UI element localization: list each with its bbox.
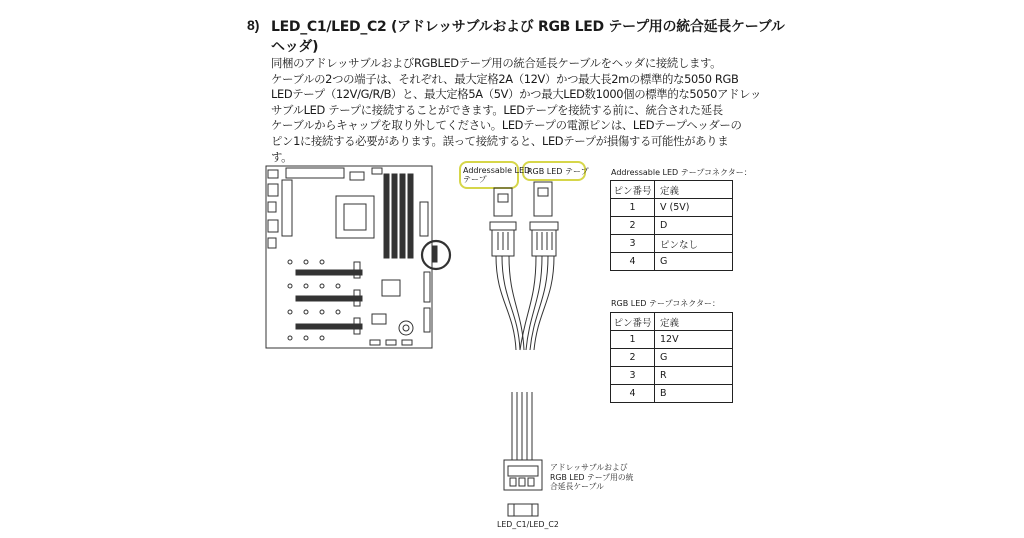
cable-label-line: アドレッサブルおよび xyxy=(550,463,628,472)
table-row xyxy=(611,385,733,403)
callout-rgb-label: RGB LED テープ xyxy=(527,167,589,176)
table-row xyxy=(611,253,733,271)
cable-label xyxy=(550,463,633,492)
rgb-table-title: RGB LED テープコネクター： xyxy=(611,299,721,308)
header-definition: 定義 xyxy=(655,313,733,331)
header-pin-number: ピン番号 xyxy=(611,181,655,199)
body-line: 同梱のアドレッサブルおよびRGBLEDテープ用の統合延長ケーブルをヘッダに接続します。 xyxy=(271,56,722,70)
cable-label-line: 合延長ケーブル xyxy=(550,482,604,491)
body-line: す。 xyxy=(271,149,293,164)
pin-definition: G xyxy=(655,253,733,271)
section-title: LED_C1/LED_C2 (アドレッサブルおよび RGB LED テープ用の統合延長ケーブルヘッダ) xyxy=(271,19,785,55)
motherboard-diagram xyxy=(262,162,454,362)
table-row xyxy=(611,217,733,235)
table-row xyxy=(611,331,733,349)
table-header-row xyxy=(611,181,733,199)
pin-number: 2 xyxy=(611,349,655,367)
body-line: LEDテープ（12V/G/R/B）と、最大定格5A（5V）かつ最大LED数1000個の標準的な5050アドレッ xyxy=(271,87,762,102)
pin-number: 3 xyxy=(611,235,655,253)
pin-number: 3 xyxy=(611,367,655,385)
pin-definition: ピンなし xyxy=(655,235,733,253)
pin-number: 1 xyxy=(611,331,655,349)
table-row xyxy=(611,235,733,253)
addressable-table-title: Addressable LED テープコネクター： xyxy=(611,168,752,177)
pin-definition: R xyxy=(655,367,733,385)
header-definition: 定義 xyxy=(655,181,733,199)
table-row xyxy=(611,367,733,385)
callout-addressable-label xyxy=(463,166,530,184)
pin-definition: B xyxy=(655,385,733,403)
body-line: サブルLED テープに接続することができます。LEDテープを接続する前に、統合された延長 xyxy=(271,102,723,117)
pin-number: 1 xyxy=(611,199,655,217)
addressable-pin-table xyxy=(610,180,733,271)
header-pin-number: ピン番号 xyxy=(611,313,655,331)
pin-definition: V (5V) xyxy=(655,199,733,217)
callout-line: テープ xyxy=(463,175,487,184)
body-line: ケーブルの2つの端子は、それぞれ、最大定格2A（12V）かつ最大長2mの標準的な5050 RGB xyxy=(271,71,739,86)
header-label: LED_C1/LED_C2 xyxy=(497,520,559,529)
pin-number: 2 xyxy=(611,217,655,235)
rgb-pin-table xyxy=(610,312,733,403)
cable-label-line: RGB LED テープ用の統 xyxy=(550,472,634,482)
body-line: ケーブルからキャップを取り外してください。LEDテープの電源ピンは、LEDテープヘッダーの xyxy=(271,118,742,133)
body-line: ピン1に接続する必要があります。誤って接続すると、LEDテープが損傷する可能性がありま xyxy=(271,133,729,148)
section-number: 8) xyxy=(247,17,260,33)
pin-number: 4 xyxy=(611,385,655,403)
pin-number: 4 xyxy=(611,253,655,271)
table-row xyxy=(611,199,733,217)
table-row xyxy=(611,349,733,367)
pin-definition: G xyxy=(655,349,733,367)
table-header-row xyxy=(611,313,733,331)
section-body xyxy=(271,56,791,165)
callout-line: Addressable LED xyxy=(463,166,531,175)
pin-definition: 12V xyxy=(655,331,733,349)
pin-definition: D xyxy=(655,217,733,235)
